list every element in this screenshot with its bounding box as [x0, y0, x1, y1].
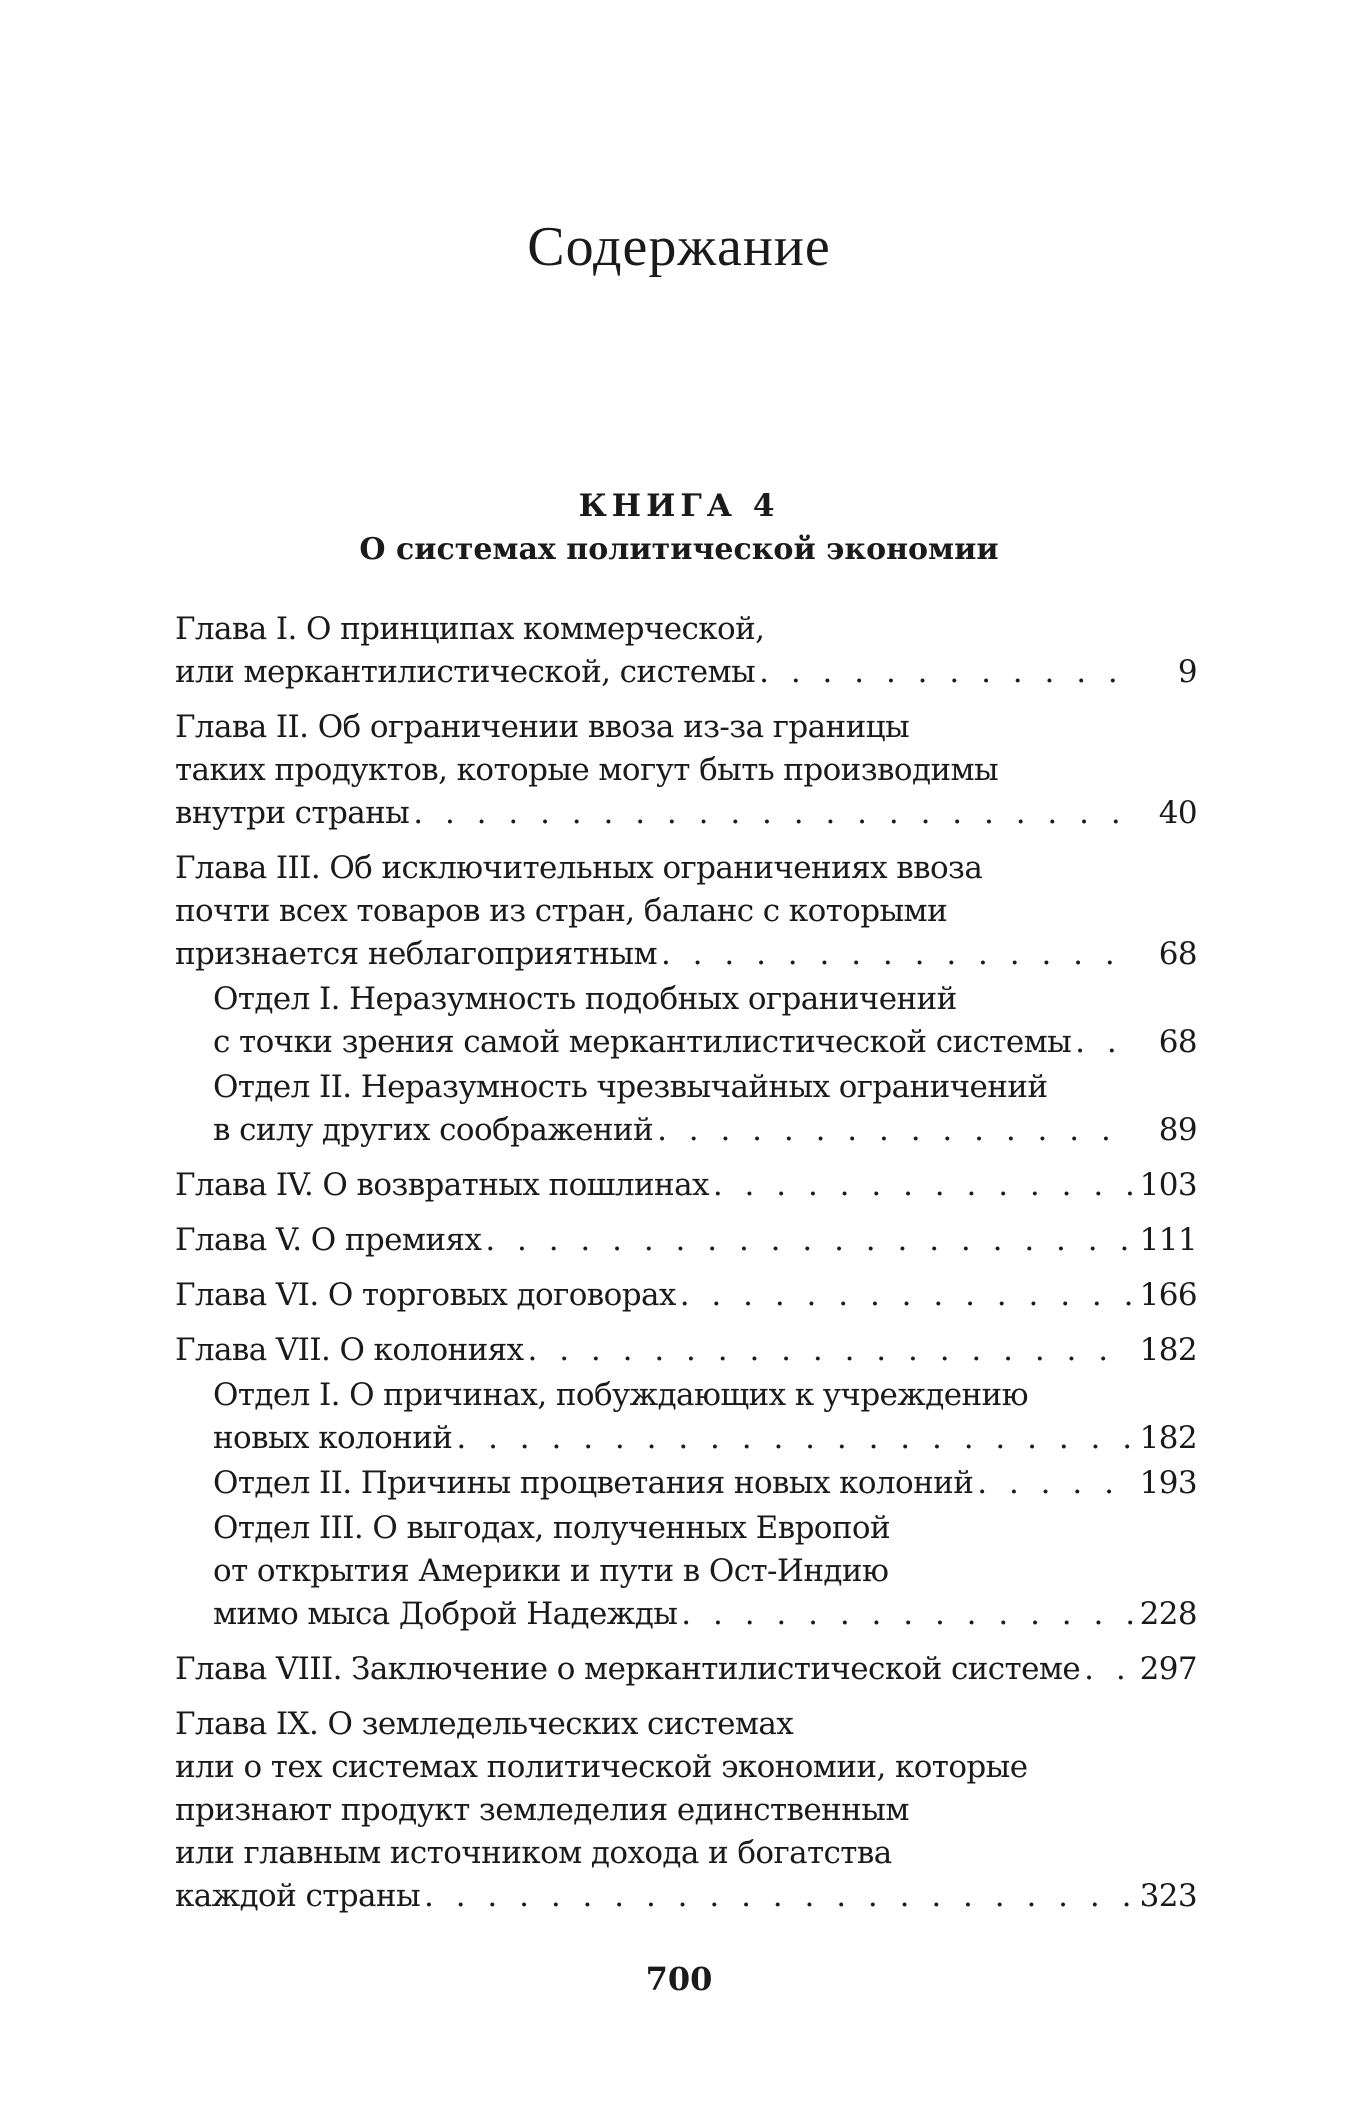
book-subtitle: О системах политической экономии [359, 532, 999, 567]
toc-entry-line: внутри страны [175, 795, 410, 831]
toc-entry-chapter-2[interactable] [175, 706, 1197, 835]
toc-entry-line: Отдел II. Причины процветания новых колоний [213, 1465, 974, 1501]
toc-entry-line: в силу других соображений [213, 1112, 654, 1148]
toc-entry-line: каждой страны [175, 1878, 421, 1914]
toc-page-number: 103 [1139, 1167, 1197, 1203]
dot-leader [677, 1593, 1133, 1636]
dot-leader [1080, 1648, 1133, 1691]
toc-page-number: 68 [1158, 1024, 1197, 1060]
toc-entry-chapter-1[interactable] [175, 608, 1197, 694]
toc-entry-chapter-3[interactable] [175, 847, 1197, 976]
toc-entry-line: или меркантилистической, системы [175, 654, 756, 690]
toc-entry-line: с точки зрения самой меркантилистической системы [213, 1024, 1072, 1060]
page-number: 700 [645, 1960, 713, 1998]
toc-entry-line: Глава VIII. Заключение о меркантилистической системе [175, 1651, 1081, 1687]
toc-entry-line: Глава VII. О колониях [175, 1332, 524, 1368]
toc-entry-line: Глава III. Об исключительных ограничениях ввоза [175, 850, 983, 886]
toc-entry-chapter-6[interactable] [175, 1274, 1197, 1317]
toc-entry-chapter-9[interactable] [175, 1703, 1197, 1918]
toc-page-number: 40 [1158, 795, 1197, 831]
toc-entry-line: Глава V. О премиях [175, 1222, 482, 1258]
toc-entry-chapter-3-section-1[interactable] [175, 978, 1197, 1064]
toc-entry-line: Глава I. О принципах коммерческой, [175, 611, 765, 647]
toc-entry-chapter-7-section-1[interactable] [175, 1374, 1197, 1460]
dot-leader [755, 651, 1133, 694]
toc-page-number: 111 [1139, 1222, 1197, 1258]
dot-leader [973, 1462, 1133, 1505]
toc-page-number: 228 [1139, 1596, 1197, 1632]
dot-leader [481, 1219, 1133, 1262]
toc-entry-line: признают продукт земледелия единственным [175, 1792, 909, 1828]
toc-entry-chapter-7-section-3[interactable] [175, 1507, 1197, 1636]
toc-entry-line: Отдел II. Неразумность чрезвычайных ограничений [213, 1069, 1048, 1105]
toc-entry-chapter-8[interactable] [175, 1648, 1197, 1691]
toc-entry-line: признается неблагоприятным [175, 936, 657, 972]
toc-entry-line: Глава IV. О возвратных пошлинах [175, 1167, 709, 1203]
toc-entry-line: Отдел I. Неразумность подобных ограничений [213, 981, 957, 1017]
toc-entry-chapter-7[interactable] [175, 1329, 1197, 1372]
dot-leader [452, 1417, 1133, 1460]
toc-entry-chapter-7-section-2[interactable] [175, 1462, 1197, 1505]
dot-leader [657, 933, 1133, 976]
dot-leader [420, 1875, 1133, 1918]
toc-entry-line: от открытия Америки и пути в Ост-Индию [213, 1553, 889, 1589]
book-label: КНИГА 4 [578, 488, 780, 524]
toc-page-number: 68 [1158, 936, 1197, 972]
toc-entry-chapter-3-section-2[interactable] [175, 1066, 1197, 1152]
dot-leader [409, 792, 1133, 835]
toc-entry-line: таких продуктов, которые могут быть производимы [175, 752, 999, 788]
dot-leader [524, 1329, 1133, 1372]
toc-entry-line: Отдел III. О выгодах, полученных Европой [213, 1510, 891, 1546]
toc-page-number: 89 [1158, 1112, 1197, 1148]
toc-entry-line: Глава VI. О торговых договорах [175, 1277, 676, 1313]
dot-leader [709, 1164, 1133, 1207]
toc-entry-line: мимо мыса Доброй Надежды [213, 1596, 678, 1632]
toc-page-number: 182 [1139, 1332, 1197, 1368]
toc-page-number: 323 [1139, 1878, 1197, 1914]
dot-leader [1071, 1021, 1133, 1064]
toc-entry-line: Отдел I. О причинах, побуждающих к учреждению [213, 1377, 1028, 1413]
toc-page-number: 193 [1139, 1465, 1197, 1501]
toc-entry-line: Глава II. Об ограничении ввоза из-за границы [175, 709, 910, 745]
toc-page-number: 166 [1139, 1277, 1197, 1313]
toc-page-number: 9 [1177, 654, 1197, 690]
toc-entry-line: новых колоний [213, 1420, 453, 1456]
toc-entry-chapter-4[interactable] [175, 1164, 1197, 1207]
page-title: Содержание [527, 216, 831, 278]
toc-entry-line: почти всех товаров из стран, баланс с которыми [175, 893, 948, 929]
toc-page-number: 297 [1139, 1651, 1197, 1687]
table-of-contents [175, 608, 1197, 1918]
toc-entry-chapter-5[interactable] [175, 1219, 1197, 1262]
toc-entry-line: или о тех системах политической экономии, которые [175, 1749, 1028, 1785]
toc-entry-line: или главным источником дохода и богатства [175, 1835, 892, 1871]
toc-entry-line: Глава IX. О земледельческих системах [175, 1706, 794, 1742]
dot-leader [676, 1274, 1133, 1317]
toc-page-number: 182 [1139, 1420, 1197, 1456]
dot-leader [653, 1109, 1133, 1152]
